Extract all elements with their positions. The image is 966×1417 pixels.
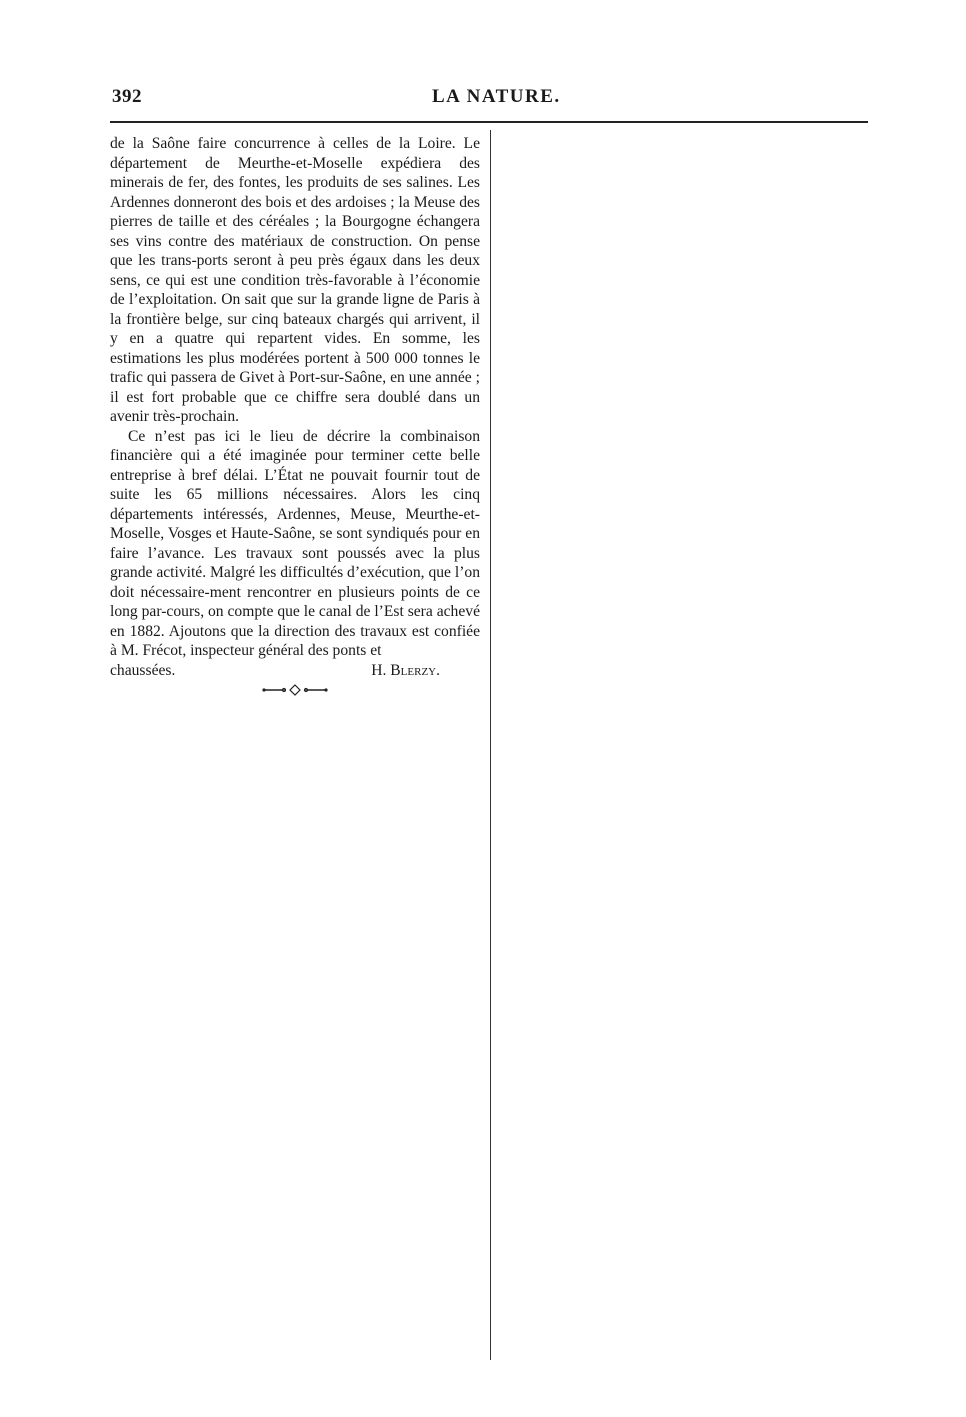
- page-number: 392: [112, 86, 142, 107]
- fleuron-divider-icon: [110, 682, 480, 702]
- running-title: LA NATURE.: [432, 86, 561, 107]
- paragraph-financing: Ce n’est pas ici le lieu de décrire la combinaison financière qui a été imaginée pour terminer cette belle entreprise à bref délai. L’État ne pouvait fournir tout de suite les 65 millions nécessaires. Alors les cinq départements intéressés, Ardennes, Meuse, Meurthe-et-Moselle, Vosges et Haute-Saône, se sont syndiqués pour en faire l’avance. Les travaux sont poussés avec la plus grande activité. Malgré les difficultés d’exécution, que l’on doit nécessaire-ment rencontrer en plusieurs points de ce long par-cours, on compte que le canal de l’Est sera achevé en 1882. Ajoutons que la direction des travaux est confiée à M. Frécot, inspecteur général des ponts et: [110, 427, 480, 659]
- page-header: [112, 86, 868, 110]
- left-column: [110, 134, 480, 702]
- signature-line: [110, 661, 480, 681]
- author-signature: H. Blerzy.: [371, 661, 440, 679]
- closing-word: chaussées.: [110, 661, 176, 679]
- paragraph-continuation: de la Saône faire concurrence à celles de la Loire. Le département de Meurthe-et-Moselle expédiera des minerais de fer, des fontes, les produits de ses salines. Les Ardennes donneront des bois et des ardoises ; la Meuse des pierres de taille et des céréales ; la Bourgogne échangera ses vins contre des matériaux de construction. On pense que les trans-ports seront à peu près égaux dans les deux sens, ce qui est une condition très-favorable à l’économie de l’exploitation. On sait que sur la grande ligne de Paris à la frontière belge, sur cinq bateaux chargés qui arrivent, il y en a quatre qui repartent vides. En somme, les estimations les plus modérées portent à 500 000 tonnes le trafic qui passera de Givet à Port-sur-Saône, en une année ; il est fort probable que ce chiffre sera doublé dans un avenir très-prochain.: [110, 135, 480, 425]
- column-divider: [490, 130, 491, 1360]
- header-rule: [110, 121, 868, 123]
